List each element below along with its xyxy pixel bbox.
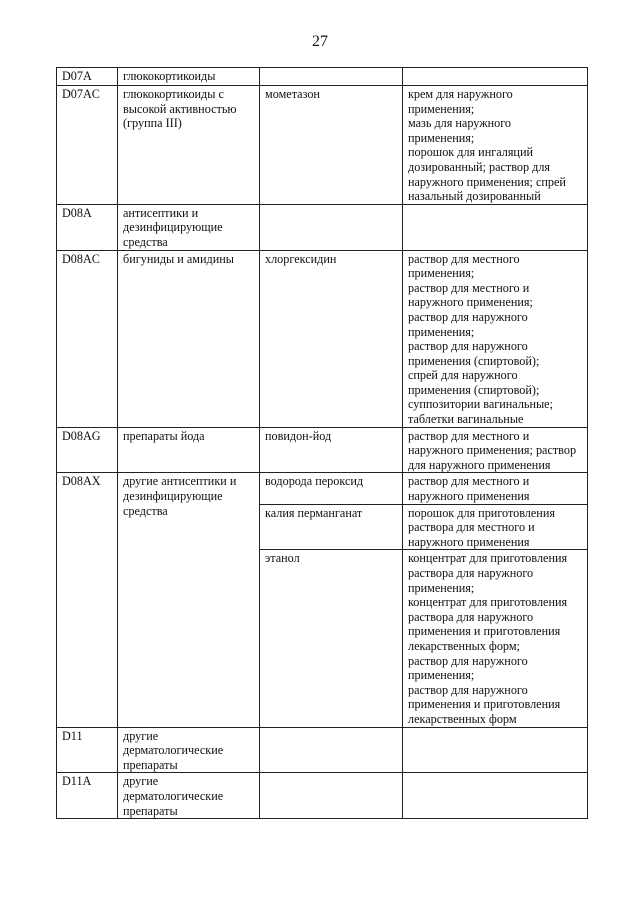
substance-cell: повидон-йод <box>260 427 403 473</box>
atc-code-cell: D08AC <box>57 250 118 427</box>
dosage-form-cell: раствор для местного применения; раствор для местного и наружного применения; раствор для наружного применения; раствор для наружного применения (спиртовой); спрей для наружного применения (спиртовой); суппозитории вагинальные; таблетки вагинальные <box>403 250 588 427</box>
substance-cell <box>260 204 403 250</box>
dosage-form-cell: концентрат для приготовления раствора для наружного применения; концентрат для приготовления раствора для наружного применения и приготовления лекарственных форм; раствор для наружного применения; раствор для наружного применения и приготовления лекарственных форм <box>403 550 588 727</box>
group-cell: другие дерматологические препараты <box>118 727 260 773</box>
substance-cell <box>260 68 403 86</box>
substance-cell <box>260 727 403 773</box>
dosage-form-cell: порошок для приготовления раствора для местного и наружного применения <box>403 504 588 550</box>
atc-code-cell: D08AG <box>57 427 118 473</box>
atc-code-cell: D07AC <box>57 86 118 205</box>
atc-code-cell: D08A <box>57 204 118 250</box>
group-cell: другие дерматологические препараты <box>118 773 260 819</box>
group-cell: антисептики и дезинфицирующие средства <box>118 204 260 250</box>
dosage-form-cell <box>403 773 588 819</box>
atc-code-cell: D11 <box>57 727 118 773</box>
dosage-form-cell: раствор для местного и наружного применения; раствор для наружного применения <box>403 427 588 473</box>
substance-cell: калия перманганат <box>260 504 403 550</box>
dosage-form-cell: раствор для местного и наружного применения <box>403 473 588 504</box>
atc-code-cell: D11A <box>57 773 118 819</box>
group-cell: глюкокортикоиды <box>118 68 260 86</box>
table-row <box>57 250 588 427</box>
dosage-form-cell <box>403 68 588 86</box>
substance-cell: этанол <box>260 550 403 727</box>
substance-cell: мометазон <box>260 86 403 205</box>
substance-cell <box>260 773 403 819</box>
group-cell: препараты йода <box>118 427 260 473</box>
drug-classification-table <box>56 67 588 819</box>
atc-code-cell: D07A <box>57 68 118 86</box>
table-row <box>57 427 588 473</box>
dosage-form-cell <box>403 727 588 773</box>
table-row <box>57 473 588 504</box>
group-cell: другие антисептики и дезинфицирующие средства <box>118 473 260 727</box>
table-row <box>57 68 588 86</box>
group-cell: глюкокортикоиды с высокой активностью (группа III) <box>118 86 260 205</box>
table-row <box>57 773 588 819</box>
substance-cell: водорода пероксид <box>260 473 403 504</box>
substance-cell: хлоргексидин <box>260 250 403 427</box>
dosage-form-cell <box>403 204 588 250</box>
table-row <box>57 727 588 773</box>
atc-code-cell: D08AX <box>57 473 118 727</box>
group-cell: бигуниды и амидины <box>118 250 260 427</box>
page-number: 27 <box>312 33 328 50</box>
table-row <box>57 204 588 250</box>
table-row <box>57 86 588 205</box>
dosage-form-cell: крем для наружного применения; мазь для наружного применения; порошок для ингаляций дозированный; раствор для наружного применения; спрей назальный дозированный <box>403 86 588 205</box>
